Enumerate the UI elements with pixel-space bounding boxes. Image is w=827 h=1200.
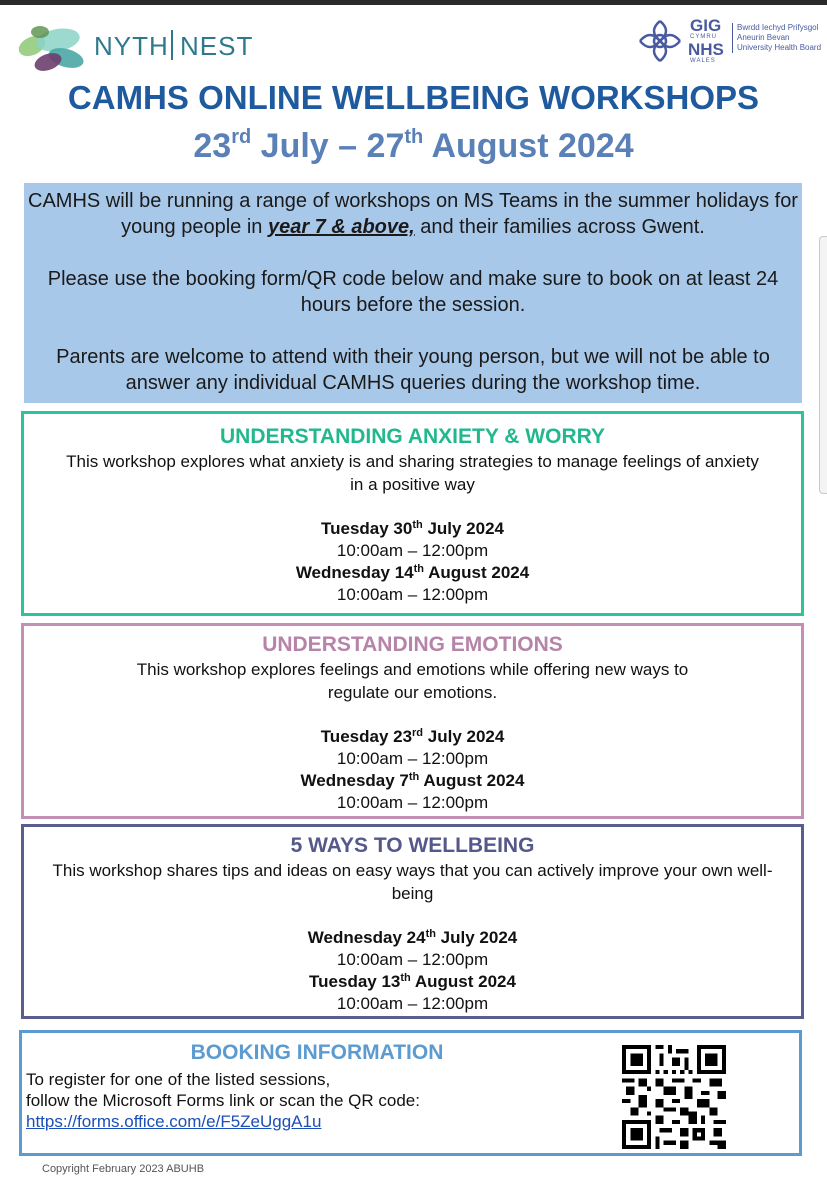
workshop-title: 5 WAYS TO WELLBEING — [290, 834, 535, 857]
booking-line-2: follow the Microsoft Forms link or scan the QR code: — [26, 1091, 420, 1110]
booking-title: BOOKING INFORMATION — [190, 1041, 444, 1064]
logo-health-board-text: Bwrdd Iechyd Prifysgol Aneurin Bevan University Health Board — [732, 23, 822, 53]
year-group-emphasis: year 7 & above, — [267, 216, 415, 238]
end-day: 27 — [366, 127, 405, 165]
workshop-wellbeing — [21, 824, 804, 1019]
logo-nhs-text: NHS — [688, 40, 724, 59]
workshop-description: This workshop explores what anxiety is and sharing strategies to manage feelings of anxiety in a positive way — [66, 452, 759, 494]
session-date: Tuesday 13th August 2024 — [309, 972, 516, 991]
page-title: CAMHS ONLINE WELLBEING WORKSHOPS — [67, 79, 760, 116]
logo-gig-text: GIG — [690, 16, 722, 35]
workshop-description: This workshop explores feelings and emotions while offering new ways to regulate our emotions. — [136, 660, 689, 702]
intro-paragraph-1: CAMHS will be running a range of workshops on MS Teams in the summer holidays for young people in year 7 & above, and their families across Gwent. — [28, 190, 798, 238]
start-month: July — [260, 127, 329, 165]
session-date: Wednesday 14th August 2024 — [295, 563, 530, 582]
booking-box — [19, 1030, 802, 1156]
workshop-description: This workshop shares tips and ideas on easy ways that you can actively improve your own well-being — [52, 861, 773, 903]
workshop-anxiety — [21, 411, 804, 616]
booking-instructions — [26, 1069, 420, 1132]
session-time: 10:00am – 12:00pm — [336, 950, 489, 969]
end-day-suffix: th — [404, 126, 424, 148]
session-time: 10:00am – 12:00pm — [336, 541, 489, 560]
booking-line-1: To register for one of the listed sessions, — [26, 1070, 331, 1089]
logo-wales-text: WALES — [690, 58, 716, 64]
session-list — [24, 726, 801, 814]
session-date: Wednesday 24th July 2024 — [307, 928, 518, 947]
session-date: Tuesday 30th July 2024 — [320, 519, 504, 538]
session-time: 10:00am – 12:00pm — [336, 994, 489, 1013]
start-day: 23 — [193, 127, 232, 165]
logo-separator — [171, 30, 173, 60]
intro-box — [24, 183, 802, 403]
session-time: 10:00am – 12:00pm — [336, 585, 489, 604]
intro-paragraph-3: Parents are welcome to attend with their young person, but we will not be able to answer any individual CAMHS queries during the workshop time. — [56, 346, 770, 394]
scrollbar-thumb[interactable] — [819, 236, 827, 494]
qr-code-icon[interactable] — [622, 1045, 726, 1149]
logo-nest-text: NEST — [180, 31, 254, 61]
logo-cymru-text: CYMRU — [690, 34, 717, 40]
session-time: 10:00am – 12:00pm — [336, 749, 489, 768]
date-dash: – — [338, 127, 358, 165]
workshop-title: UNDERSTANDING ANXIETY & WORRY — [219, 425, 605, 448]
date-range — [0, 127, 827, 166]
logo-nyth-text: NYTH — [94, 31, 169, 61]
workshop-title: UNDERSTANDING EMOTIONS — [262, 633, 563, 656]
session-date: Tuesday 23rd July 2024 — [320, 727, 505, 746]
start-day-suffix: rd — [231, 126, 252, 148]
intro-paragraph-2: Please use the booking form/QR code below and make sure to book on at least 24 hours before the session. — [47, 268, 779, 316]
end-month-year: August 2024 — [431, 127, 634, 165]
session-date: Wednesday 7th August 2024 — [300, 771, 525, 790]
top-bar — [0, 0, 827, 5]
booking-form-link[interactable]: https://forms.office.com/e/F5ZeUggA1u — [26, 1112, 322, 1131]
workshop-emotions — [21, 623, 804, 819]
session-time: 10:00am – 12:00pm — [336, 793, 489, 812]
session-list — [24, 518, 801, 606]
copyright-notice: Copyright February 2023 ABUHB — [42, 1163, 205, 1175]
session-list — [24, 927, 801, 1015]
